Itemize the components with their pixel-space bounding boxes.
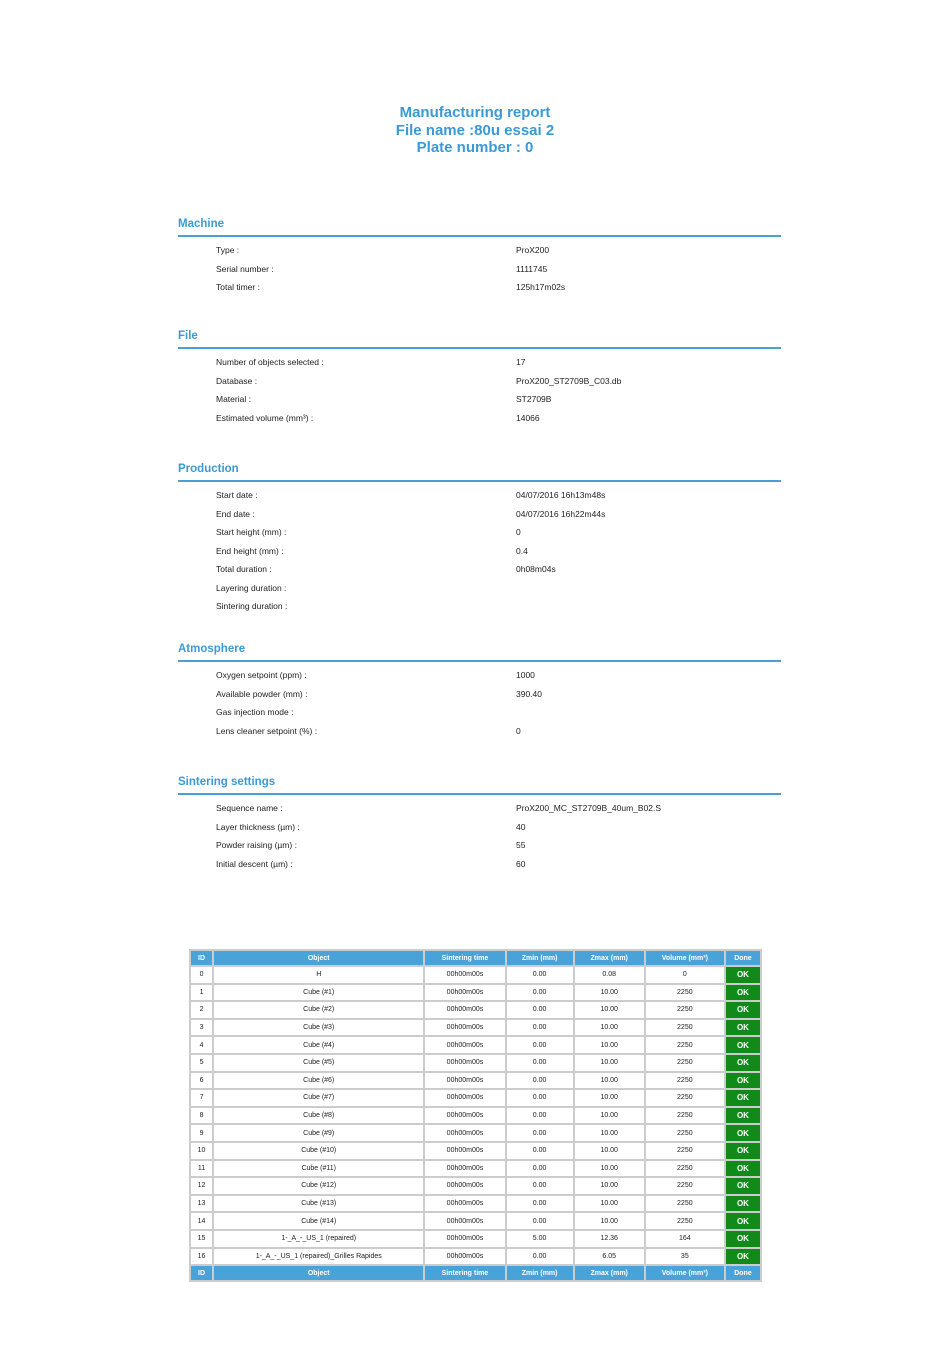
field-row [178,353,781,372]
field-row [178,523,781,542]
column-header: Object [214,1266,423,1280]
table-cell: 10.00 [575,1108,644,1124]
table-cell: 16 [191,1249,212,1265]
field-row [178,579,781,598]
table-cell: 2250 [646,1125,724,1141]
table-cell: Cube (#3) [214,1020,423,1036]
table-cell: 3 [191,1020,212,1036]
field-value: 04/07/2016 16h22m44s [516,508,606,519]
table-footer-row [191,1266,760,1280]
table-cell: 0.00 [507,985,573,1001]
section-production [178,463,781,616]
table-cell: 11 [191,1161,212,1177]
table-cell: 2250 [646,1213,724,1229]
table-cell: 6.05 [575,1249,644,1265]
done-badge: OK [726,1213,760,1229]
field-label: Gas injection mode : [216,707,294,717]
table-cell: 2250 [646,1037,724,1053]
table-cell: 00h00m00s [425,1055,504,1071]
table-cell: 7 [191,1090,212,1106]
field-value: 0 [516,725,521,736]
field-value: 390.40 [516,688,542,699]
table-cell: Cube (#2) [214,1002,423,1018]
table-cell: 164 [646,1231,724,1247]
table-row [191,1213,760,1229]
table-cell: 2250 [646,1196,724,1212]
field-row [178,722,781,741]
field-value: 55 [516,840,526,850]
field-value: 0.4 [516,545,528,556]
done-badge: OK [726,1196,760,1212]
field-value: 1111745 [516,263,548,274]
done-badge: OK [726,1020,760,1036]
done-badge: OK [726,1161,760,1177]
plate-number: Plate number : 0 [416,139,534,156]
table-cell: 10.00 [575,1073,644,1089]
table-cell: 00h00m00s [425,985,504,1001]
table-cell: 2 [191,1002,212,1018]
table-cell: 5.00 [507,1231,573,1247]
field-row [178,486,781,505]
table-cell: 00h00m00s [425,1073,504,1089]
table-row [191,1108,760,1124]
table-cell: 10.00 [575,985,644,1001]
field-row [178,703,781,722]
table-cell: 0.00 [507,1020,573,1036]
done-badge: OK [726,1090,760,1106]
field-label: Estimated volume (mm³) : [216,412,314,423]
field-row [178,799,781,818]
field-value: ST2709B [516,394,552,404]
objects-table [189,949,762,1282]
column-header: ID [191,1266,212,1280]
table-row [191,1196,760,1212]
table-cell: 2250 [646,1073,724,1089]
table-cell: 2250 [646,1020,724,1036]
field-row [178,409,781,428]
table-cell: 10.00 [575,1020,644,1036]
report-title: Manufacturing report [399,104,551,121]
done-badge: OK [726,1108,760,1124]
table-cell: Cube (#1) [214,985,423,1001]
table-row [191,1143,760,1159]
field-row [178,560,781,579]
section-title: Machine [178,218,225,230]
column-header: Done [726,1266,760,1280]
table-cell: Cube (#11) [214,1161,423,1177]
table-cell: 00h00m00s [425,967,504,983]
report-header [0,104,950,157]
field-row [178,818,781,837]
section-divider [178,480,781,482]
table-cell: 00h00m00s [425,1002,504,1018]
table-cell: 00h00m00s [425,1249,504,1265]
table-cell: 0.00 [507,1213,573,1229]
field-value: 40 [516,821,526,832]
table-row [191,1249,760,1265]
section-divider [178,235,781,237]
table-cell: 9 [191,1125,212,1141]
table-cell: 0 [191,967,212,983]
table-cell: 00h00m00s [425,1037,504,1053]
table-cell: 00h00m00s [425,1178,504,1194]
table-cell: 6 [191,1073,212,1089]
table-cell: 14 [191,1213,212,1229]
table-cell: 10.00 [575,1178,644,1194]
table-cell: Cube (#5) [214,1055,423,1071]
table-cell: 00h00m00s [425,1231,504,1247]
file-name: File name :80u essai 2 [395,121,555,139]
table-cell: 2250 [646,1090,724,1106]
done-badge: OK [726,1231,760,1247]
done-badge: OK [726,1143,760,1159]
field-label: Powder raising (µm) : [216,840,297,850]
field-label: End date : [216,508,255,519]
table-row [191,1073,760,1089]
table-row [191,1231,760,1247]
table-cell: 10.00 [575,1196,644,1212]
table-row [191,1090,760,1106]
section-title: File [178,330,198,342]
table-cell: 15 [191,1231,212,1247]
column-header: Zmin (mm) [507,1266,573,1280]
field-row [178,836,781,855]
column-header: Zmin (mm) [507,951,573,965]
section-divider [178,793,781,795]
table-cell: 0.08 [575,967,644,983]
column-header: Sintering time [425,951,504,965]
table-cell: Cube (#12) [214,1178,423,1194]
field-row [178,597,781,616]
table-cell: 0.00 [507,1037,573,1053]
field-value: 14066 [516,412,540,423]
field-row [178,260,781,279]
table-cell: 0.00 [507,1108,573,1124]
field-label: Material : [216,394,251,404]
table-cell: Cube (#14) [214,1213,423,1229]
table-cell: Cube (#6) [214,1073,423,1089]
table-cell: H [214,967,423,983]
field-value: 60 [516,858,526,869]
table-cell: 5 [191,1055,212,1071]
field-label: Layering duration : [216,582,287,593]
table-cell: 10.00 [575,1002,644,1018]
table-cell: 1 [191,985,212,1001]
column-header: Sintering time [425,1266,504,1280]
field-label: Serial number : [216,263,274,274]
table-cell: 1-_A_-_US_1 (repaired)_Grilles Rapides [214,1249,423,1265]
table-cell: 0 [646,967,724,983]
table-row [191,1055,760,1071]
field-label: Available powder (mm) : [216,688,308,699]
field-label: End height (mm) : [216,545,284,556]
column-header: Zmax (mm) [575,1266,644,1280]
field-label: Start height (mm) : [216,527,287,537]
field-row [178,855,781,874]
field-row [178,542,781,561]
table-cell: 10.00 [575,1090,644,1106]
table-cell: 00h00m00s [425,1143,504,1159]
field-value: 0h08m04s [516,564,556,574]
field-label: Sintering duration : [216,601,288,611]
field-row [178,505,781,524]
column-header: Zmax (mm) [575,951,644,965]
done-badge: OK [726,967,760,983]
table-cell: 2250 [646,1178,724,1194]
table-cell: 00h00m00s [425,1213,504,1229]
field-value: 0 [516,527,521,537]
table-cell: 00h00m00s [425,1125,504,1141]
table-row [191,985,760,1001]
field-row [178,241,781,260]
table-cell: 0.00 [507,1125,573,1141]
table-cell: 0.00 [507,967,573,983]
table-cell: 0.00 [507,1161,573,1177]
table-cell: 2250 [646,1143,724,1159]
table-cell: 2250 [646,1002,724,1018]
table-cell: 0.00 [507,1178,573,1194]
table-cell: 0.00 [507,1055,573,1071]
table-cell: 00h00m00s [425,1196,504,1212]
table-cell: 10.00 [575,1037,644,1053]
table-cell: 10.00 [575,1161,644,1177]
section-title: Atmosphere [178,643,246,655]
field-value: 17 [516,357,526,367]
field-value: ProX200_MC_ST2709B_40um_B02.S [516,803,662,813]
table-cell: 8 [191,1108,212,1124]
section-file [178,330,781,427]
section-title: Production [178,463,239,475]
table-row [191,1125,760,1141]
table-cell: Cube (#4) [214,1037,423,1053]
table-cell: 0.00 [507,1143,573,1159]
table-cell: 10.00 [575,1143,644,1159]
field-value: ProX200 [516,245,550,255]
done-badge: OK [726,1002,760,1018]
field-label: Oxygen setpoint (ppm) : [216,670,307,680]
field-row [178,685,781,704]
column-header: Object [214,951,423,965]
table-cell: 12.36 [575,1231,644,1247]
column-header: Volume (mm³) [646,951,724,965]
section-sintering-settings [178,776,781,873]
table-cell: 2250 [646,1055,724,1071]
table-cell: 0.00 [507,1249,573,1265]
table-row [191,1178,760,1194]
column-header: Done [726,951,760,965]
done-badge: OK [726,1249,760,1265]
table-cell: 0.00 [507,1002,573,1018]
done-badge: OK [726,1178,760,1194]
table-header-row [191,951,760,965]
table-cell: 2250 [646,1161,724,1177]
section-atmosphere [178,643,781,740]
table-cell: Cube (#13) [214,1196,423,1212]
field-row [178,278,781,297]
section-divider [178,347,781,349]
column-header: Volume (mm³) [646,1266,724,1280]
table-cell: 10 [191,1143,212,1159]
table-cell: Cube (#8) [214,1108,423,1124]
field-label: Lens cleaner setpoint (%) : [216,725,318,736]
section-machine [178,218,781,297]
field-label: Sequence name : [216,803,283,813]
field-label: Total duration : [216,564,272,574]
done-badge: OK [726,1073,760,1089]
field-value: 04/07/2016 16h13m48s [516,490,606,500]
table-cell: 0.00 [507,1196,573,1212]
table-cell: Cube (#9) [214,1125,423,1141]
table-cell: 00h00m00s [425,1020,504,1036]
table-cell: 2250 [646,985,724,1001]
column-header: ID [191,951,212,965]
field-label: Database : [216,375,258,386]
table-row [191,1161,760,1177]
table-row [191,1002,760,1018]
table-cell: 00h00m00s [425,1108,504,1124]
field-value: ProX200_ST2709B_C03.db [516,375,622,386]
section-title: Sintering settings [178,776,276,788]
table-cell: 00h00m00s [425,1090,504,1106]
field-label: Start date : [216,490,258,500]
done-badge: OK [726,1125,760,1141]
table-cell: 2250 [646,1108,724,1124]
table-cell: 12 [191,1178,212,1194]
field-row [178,666,781,685]
table-cell: 13 [191,1196,212,1212]
table-cell: 1-_A_-_US_1 (repaired) [214,1231,423,1247]
table-cell: 0.00 [507,1073,573,1089]
done-badge: OK [726,1037,760,1053]
field-label: Number of objects selected : [216,357,324,367]
field-value: 125h17m02s [516,282,566,292]
table-row [191,1020,760,1036]
field-row [178,390,781,409]
field-row [178,372,781,391]
table-cell: Cube (#7) [214,1090,423,1106]
field-label: Layer thickness (µm) : [216,821,300,832]
table-cell: 0.00 [507,1090,573,1106]
table-cell: 10.00 [575,1213,644,1229]
field-label: Initial descent (µm) : [216,858,293,869]
table-cell: 35 [646,1249,724,1265]
table-row [191,1037,760,1053]
table-row [191,967,760,983]
field-label: Total timer : [216,282,260,292]
table-cell: Cube (#10) [214,1143,423,1159]
table-cell: 00h00m00s [425,1161,504,1177]
table-cell: 4 [191,1037,212,1053]
field-value: 1000 [516,670,535,680]
table-cell: 10.00 [575,1125,644,1141]
section-divider [178,660,781,662]
done-badge: OK [726,985,760,1001]
done-badge: OK [726,1055,760,1071]
field-label: Type : [216,245,240,255]
table-cell: 10.00 [575,1055,644,1071]
